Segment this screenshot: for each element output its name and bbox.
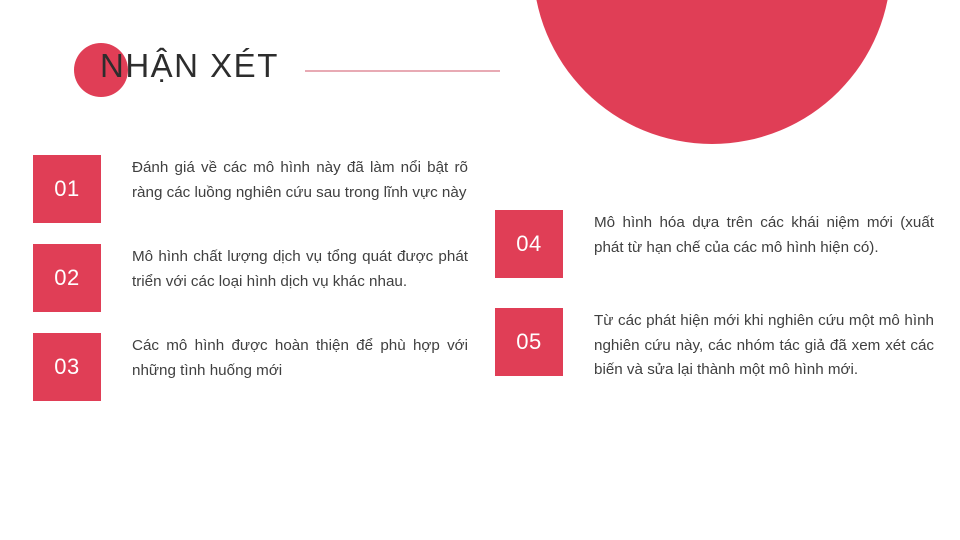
- point-number-badge: 05: [495, 308, 563, 376]
- list-item: [495, 210, 935, 278]
- title-divider-line: [305, 70, 500, 72]
- list-item: [33, 244, 473, 312]
- point-text: Đánh giá về các mô hình này đã làm nổi bật rõ ràng các luồng nghiên cứu sau trong lĩnh vực này: [132, 159, 468, 201]
- point-text: Từ các phát hiện mới khi nghiên cứu một mô hình nghiên cứu này, các nhóm tác giả đã xem xét các biến và sửa lại thành một mô hình mới.: [594, 312, 934, 379]
- point-number-badge: 04: [495, 210, 563, 278]
- list-item: [495, 308, 935, 383]
- right-points-column: [495, 210, 935, 413]
- point-number-badge: 02: [33, 244, 101, 312]
- page-title: NHẬN XÉT: [100, 47, 279, 84]
- decorative-circle-top-right: [533, 0, 891, 144]
- list-item: [33, 333, 473, 401]
- point-number-badge: 01: [33, 155, 101, 223]
- point-text: Các mô hình được hoàn thiện để phù hợp với những tình huống mới: [132, 337, 468, 379]
- left-points-column: [33, 155, 473, 422]
- point-number-badge: 03: [33, 333, 101, 401]
- point-text: Mô hình chất lượng dịch vụ tổng quát được phát triển với các loại hình dịch vụ khác nhau.: [132, 248, 468, 290]
- list-item: [33, 155, 473, 223]
- point-text: Mô hình hóa dựa trên các khái niệm mới (xuất phát từ hạn chế của các mô hình hiện có).: [594, 214, 934, 256]
